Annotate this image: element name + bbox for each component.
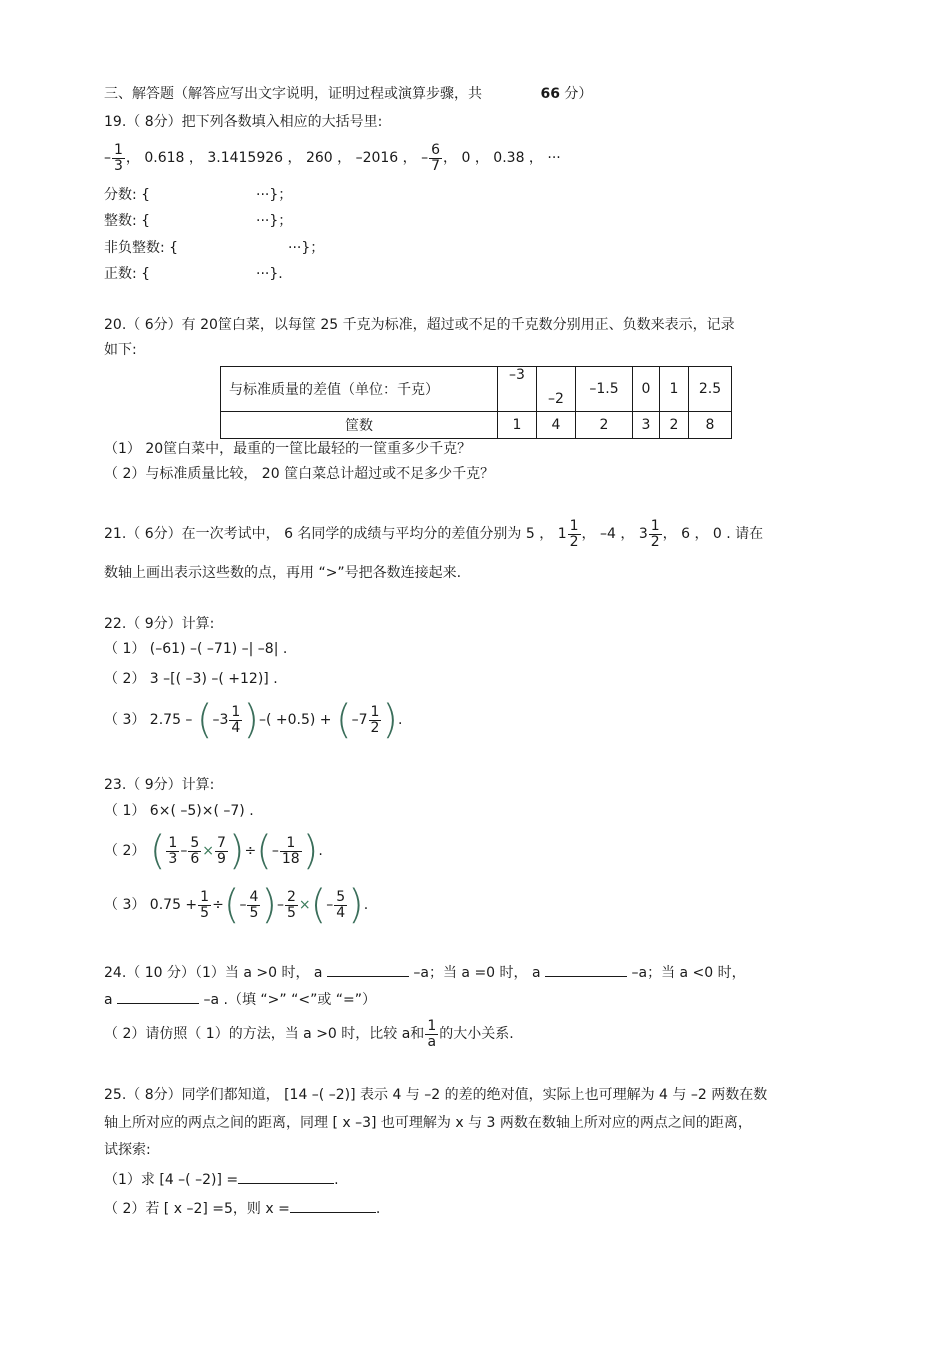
q19-cat-end: ···}. xyxy=(256,266,283,282)
q20-diff-cell: –3 xyxy=(498,367,537,412)
answer-blank[interactable] xyxy=(117,989,199,1004)
q23-part-3: （ 3） 0.75 + $\frac{1}{5}$ ÷(– $\frac{4}{5}$ )– $\frac{2}{5}$ ×(– $\frac{5}{4}$ ). xyxy=(104,882,369,928)
q24-p2-frac xyxy=(425,1019,438,1050)
q24-part-2 xyxy=(104,1015,514,1053)
q19-f1-den: 3 xyxy=(114,157,123,174)
q20-count-cell: 4 xyxy=(537,412,576,439)
section-heading xyxy=(104,85,592,103)
frac-den: a xyxy=(427,1033,437,1050)
section-title: 三、解答题（解答应写出文字说明，证明过程或演算步骤，共 xyxy=(104,86,482,102)
q19-f2-sign: – xyxy=(421,150,429,166)
frac-num: 5 xyxy=(190,834,200,851)
paren-close: ) xyxy=(348,882,364,928)
q25-line-3: 试探索: xyxy=(104,1142,151,1158)
frac-num: 5 xyxy=(336,888,346,905)
q21-m2-den: 2 xyxy=(650,533,660,550)
q20-diff-cell: –1.5 xyxy=(576,367,633,412)
q23-part-2: （ 2） ( $\frac{1}{3}$ – $\frac{5}{6}$ × $\frac{7}{9}$ )÷(– $\frac{1}{18}$ ). xyxy=(104,828,323,874)
q21-text-b: ， 6 ， 0 . 请在 xyxy=(662,526,764,542)
q19-fraction-1 xyxy=(112,143,125,174)
paren-open: ( xyxy=(335,697,352,743)
frac-num: 1 xyxy=(427,1017,437,1034)
q25-p2-a: （ 2）若 [ x –2] =5，则 x = xyxy=(104,1201,290,1217)
q25-line-2: 轴上所对应的两点之间的距离，同理 [ x –3] 也可理解为 x 与 3 两数在数轴上所对应的两点之间的距离， xyxy=(104,1115,752,1131)
frac-num: 4 xyxy=(249,888,259,905)
q19-cat-label: 正数: { xyxy=(104,266,151,282)
q19-cat-label: 分数: { xyxy=(104,187,151,203)
q22-p3-a-num: 1 xyxy=(231,703,241,720)
q22-p3-b-frac xyxy=(369,705,382,736)
q23-p2-frac xyxy=(188,836,201,867)
q24-l1-b: –a；当 a =0 时， a xyxy=(413,965,541,981)
q21-mixed2-frac xyxy=(649,519,662,550)
q21-mid: ， –4 ， xyxy=(581,526,635,542)
paren-open: ( xyxy=(149,828,166,874)
q21-text-a: 21.（ 6分）在一次考试中， 6 名同学的成绩与平均分的差值分别为 5 ， xyxy=(104,526,554,542)
frac-num: 7 xyxy=(217,834,226,851)
section-unit: 分） xyxy=(564,86,593,102)
frac-den: 3 xyxy=(168,850,178,867)
paren-open: ( xyxy=(310,882,327,928)
q19-category-fractions xyxy=(104,186,293,204)
q22-header: 22.（ 9分）计算: xyxy=(104,616,215,632)
q19-number-tail: ， 0 ， 0.38 ， ··· xyxy=(443,150,561,166)
q19-f2-den: 7 xyxy=(431,157,441,174)
q24-l2-a: a xyxy=(104,992,113,1008)
q20-diff-cell: 2.5 xyxy=(689,367,732,412)
q19-fraction-2 xyxy=(429,143,442,174)
q21-m1-num: 1 xyxy=(569,517,579,534)
q25-p1-a: （1）求 [4 –( –2)] = xyxy=(104,1172,239,1188)
frac-num: 2 xyxy=(286,888,296,905)
q19-numbers xyxy=(104,141,561,175)
paren-close: ) xyxy=(261,882,277,928)
frac-den: 5 xyxy=(200,904,210,921)
q20-count-cell: 8 xyxy=(689,412,732,439)
q19-category-nonneg-integers xyxy=(104,239,325,257)
q23-p2-label: （ 2） xyxy=(104,843,146,859)
q24-l1-c: –a；当 a <0 时， xyxy=(631,965,746,981)
q20-line-1: 20.（ 6分）有 20筐白菜，以每筐 25 千克为标准，超过或不足的千克数分别用正、负数来表示，记录 xyxy=(104,317,735,333)
q21-m1-den: 2 xyxy=(569,533,579,550)
q25-part-2: （ 2）若 [ x –2] =5，则 x = . xyxy=(104,1198,380,1218)
frac-den: 6 xyxy=(190,850,200,867)
q20-count-cell: 2 xyxy=(660,412,689,439)
q20-count-cell: 1 xyxy=(498,412,537,439)
paren-open: ( xyxy=(223,882,240,928)
q22-p3-b-den: 2 xyxy=(370,719,380,736)
q23-p3-frac xyxy=(247,890,260,921)
q24-l2-b: –a .（填 “>” “<”或 “=”） xyxy=(203,992,377,1008)
q21-mixed1-whole: 1 xyxy=(557,526,567,542)
q23-p2-frac xyxy=(215,836,228,867)
q20-line-2: 如下: xyxy=(104,342,137,358)
paren-close: ) xyxy=(228,828,245,874)
q21-m2-num: 1 xyxy=(650,517,660,534)
frac-den: 5 xyxy=(286,904,296,921)
section-points: 66 xyxy=(540,86,560,102)
table-row xyxy=(221,367,732,412)
frac-num: 1 xyxy=(200,888,210,905)
q19-f2-num: 6 xyxy=(431,141,441,158)
q21-line-1 xyxy=(104,517,763,551)
paren-close: ) xyxy=(243,697,259,743)
q22-p3-b-num: 1 xyxy=(370,703,380,720)
answer-blank[interactable] xyxy=(327,962,409,977)
q20-row2-label: 筐数 xyxy=(221,412,498,439)
q25-part-1: （1）求 [4 –( –2)] = . xyxy=(104,1169,339,1189)
q23-p3-frac xyxy=(198,890,211,921)
q19-cat-end: ···}； xyxy=(256,213,293,229)
q20-count-cell: 2 xyxy=(576,412,633,439)
q19-category-positive xyxy=(104,265,283,283)
q20-diff-cell: 0 xyxy=(633,367,660,412)
q23-p3-frac xyxy=(334,890,347,921)
q22-part-1: （ 1） (–61) –( –71) –| –8| . xyxy=(104,641,288,657)
q21-mixed1-frac xyxy=(568,519,581,550)
q24-line-2 xyxy=(104,989,376,1009)
q22-part-2: （ 2） 3 –[( –3) –( +12)] . xyxy=(104,671,278,687)
paren-close: ) xyxy=(302,828,319,874)
q21-line-2: 数轴上画出表示这些数的点，再用 “>”号把各数连接起来. xyxy=(104,565,462,581)
q25-line-1: 25.（ 8分）同学们都知道， [14 –( –2)] 表示 4 与 –2 的差的绝对值，实际上也可理解为 4 与 –2 两数在数 xyxy=(104,1087,768,1103)
q20-diff-cell: 1 xyxy=(660,367,689,412)
q20-table xyxy=(220,366,732,439)
paren-open: ( xyxy=(256,828,272,874)
q23-p3-frac xyxy=(285,890,298,921)
q22-p3-mid: –( +0.5) + xyxy=(258,712,332,728)
paren-open: ( xyxy=(196,697,213,743)
q23-part-1: （ 1） 6×( –5)×( –7) . xyxy=(104,803,254,819)
q19-f1-sign: – xyxy=(104,150,111,166)
q19-cat-label: 非负整数: { xyxy=(104,240,179,256)
q19-cat-end: ···}； xyxy=(288,240,325,256)
q22-p3-b-whole: –7 xyxy=(351,712,368,728)
frac-num: 1 xyxy=(168,834,178,851)
q22-p3-a-frac xyxy=(229,705,242,736)
frac-den: 18 xyxy=(281,850,300,867)
frac-num: 1 xyxy=(280,836,302,852)
frac-den: 9 xyxy=(217,850,226,867)
q19-cat-label: 整数: { xyxy=(104,213,151,229)
q24-p2-b: 的大小关系. xyxy=(439,1026,514,1042)
q23-p2-frac xyxy=(166,836,179,867)
q21-mixed2-whole: 3 xyxy=(638,526,648,542)
q24-l1-a: 24.（ 10 分）（1）当 a >0 时， a xyxy=(104,965,323,981)
q20-sub-1: （1） 20筐白菜中，最重的一筐比最轻的一筐重多少千克？ xyxy=(104,441,472,457)
paren-close: ) xyxy=(382,697,399,743)
q20-row1-label: 与标准质量的差值（单位：千克） xyxy=(221,367,498,412)
q19-f1-num: 1 xyxy=(114,141,123,158)
q19-category-integers xyxy=(104,212,293,230)
q19-number-list: ， 0.618 ， 3.1415926 ， 260 ， –2016 ， xyxy=(125,150,417,166)
q20-diff-cell: –2 xyxy=(537,367,576,412)
answer-blank[interactable] xyxy=(290,1198,376,1213)
q22-p3-a-whole: –3 xyxy=(212,712,229,728)
q22-part-3: （ 3） 2.75 – (–3 $\frac{1}{4}$ )–( +0.5) + (–7 $\frac{1}{2}$ ). xyxy=(104,697,403,743)
frac-den: 5 xyxy=(249,904,259,921)
table-row xyxy=(221,412,732,439)
q24-line-1 xyxy=(104,962,746,982)
q23-p2-frac xyxy=(280,836,302,867)
q22-p3-a-den: 4 xyxy=(231,719,241,736)
q19-cat-end: ···}； xyxy=(256,187,293,203)
q23-p3-label: （ 3） 0.75 + xyxy=(104,897,198,913)
q24-p2-a: （ 2）请仿照（ 1）的方法，当 a >0 时，比较 a和 xyxy=(104,1026,425,1042)
q19-header: 19.（ 8分）把下列各数填入相应的大括号里: xyxy=(104,114,383,130)
q22-p3-label: （ 3） 2.75 – xyxy=(104,712,193,728)
q23-header: 23.（ 9分）计算: xyxy=(104,777,215,793)
q20-sub-2: （ 2）与标准质量比较， 20 筐白菜总计超过或不足多少千克？ xyxy=(104,466,495,482)
q20-count-cell: 3 xyxy=(633,412,660,439)
answer-blank[interactable] xyxy=(545,962,627,977)
frac-den: 4 xyxy=(336,904,346,921)
answer-blank[interactable] xyxy=(238,1169,334,1184)
